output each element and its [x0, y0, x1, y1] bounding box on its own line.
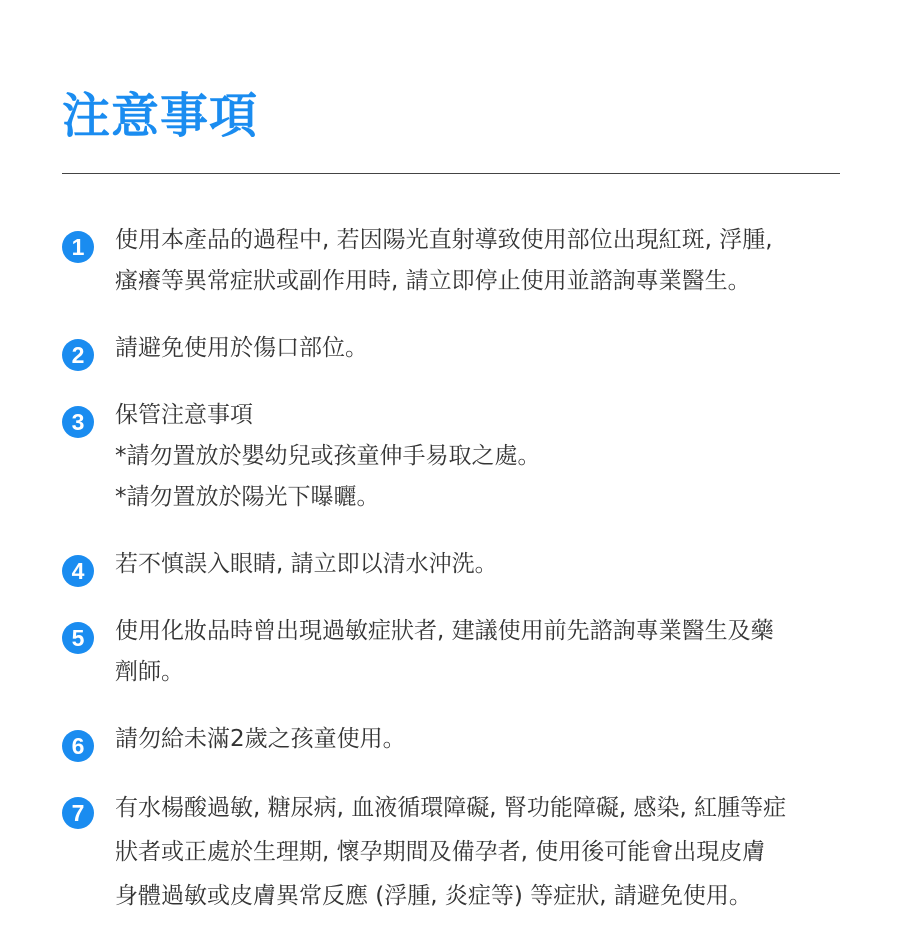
notice-3-line-3: *請勿置放於陽光下曝曬。	[115, 484, 380, 510]
notice-1-line-2: 瘙癢等異常症狀或副作用時, 請立即停止使用並諮詢專業醫生。	[115, 268, 751, 294]
notice-item-3	[62, 395, 842, 518]
notice-list	[62, 220, 842, 944]
notice-5-line-2: 劑師。	[115, 659, 184, 685]
notice-7-line-2: 狀者或正處於生理期, 懷孕期間及備孕者, 使用後可能會出現皮膚	[115, 839, 766, 865]
notice-7-line-3: 身體過敏或皮膚異常反應 (浮腫, 炎症等) 等症狀, 請避免使用。	[115, 883, 752, 909]
notice-item-2	[62, 328, 842, 369]
page-title: 注意事項	[62, 88, 259, 144]
notice-item-1	[62, 220, 842, 302]
number-badge-2: 2	[62, 339, 94, 371]
number-badge-5: 5	[62, 622, 94, 654]
notice-3-line-1: 保管注意事項	[115, 402, 253, 428]
notice-7-line-1: 有水楊酸過敏, 糖尿病, 血液循環障礙, 腎功能障礙, 感染, 紅腫等症	[115, 795, 787, 821]
notice-2-line-1: 請避免使用於傷口部位。	[115, 335, 368, 361]
notice-item-7	[62, 786, 842, 918]
notice-5-line-1: 使用化妝品時曾出現過敏症狀者, 建議使用前先諮詢專業醫生及藥	[115, 618, 774, 644]
number-badge-3: 3	[62, 406, 94, 438]
notice-3-line-2: *請勿置放於嬰幼兒或孩童伸手易取之處。	[115, 443, 541, 469]
notice-1-line-1: 使用本產品的過程中, 若因陽光直射導致使用部位出現紅斑, 浮腫,	[115, 227, 773, 253]
number-badge-1: 1	[62, 231, 94, 263]
number-badge-4: 4	[62, 555, 94, 587]
notice-item-6	[62, 719, 842, 760]
number-badge-7: 7	[62, 797, 94, 829]
notice-item-5	[62, 611, 842, 693]
title-divider	[62, 173, 840, 174]
notice-4-line-1: 若不慎誤入眼睛, 請立即以清水沖洗。	[115, 551, 498, 577]
notice-item-4	[62, 544, 842, 585]
notice-6-line-1: 請勿給未滿2歲之孩童使用。	[115, 726, 406, 752]
number-badge-6: 6	[62, 730, 94, 762]
